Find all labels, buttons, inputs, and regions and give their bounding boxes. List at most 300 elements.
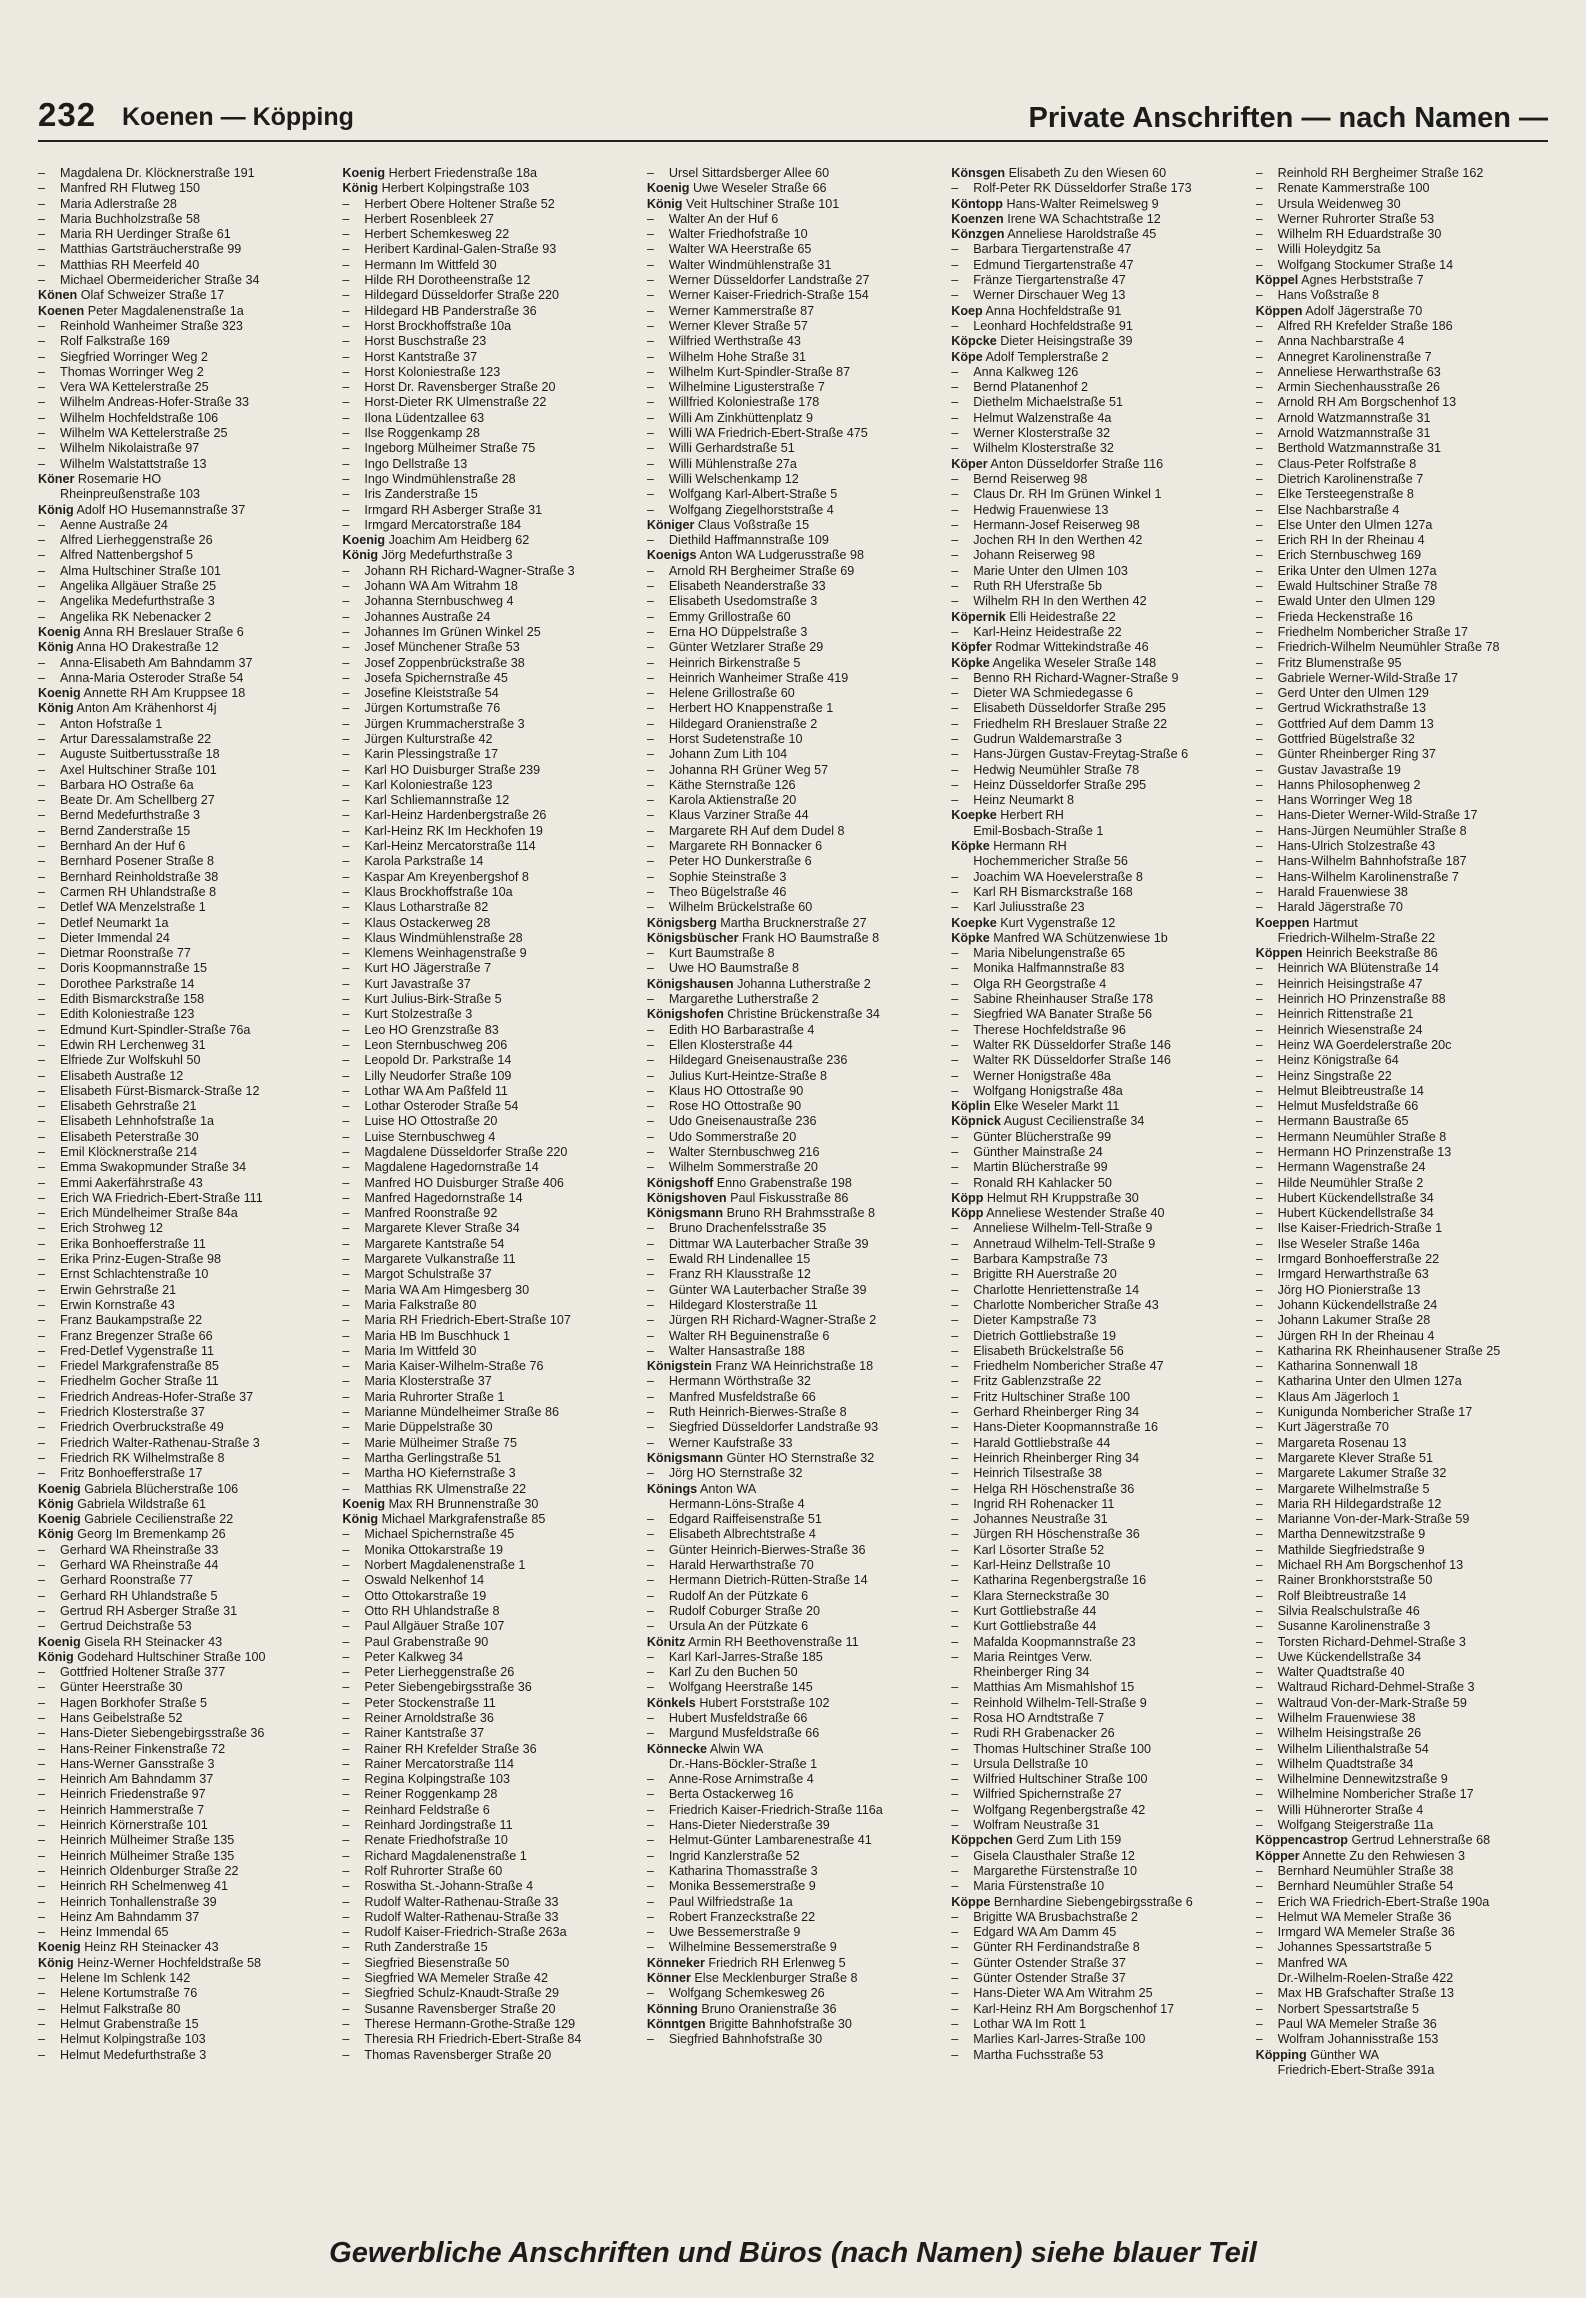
entry-text: Lilly Neudorfer Straße 109: [364, 1068, 512, 1083]
entry-text: Günter RH Ferdinandstraße 8: [973, 1940, 1140, 1955]
directory-entry: [647, 961, 941, 976]
entry-text: Claus Voßstraße 15: [697, 517, 810, 532]
directory-entry: [647, 839, 941, 854]
entry-text: Johann Kückendellstraße 24: [1277, 1297, 1438, 1312]
directory-columns: [38, 166, 1550, 2216]
entry-text: Rainer Bronkhorststraße 50: [1277, 1573, 1433, 1588]
directory-entry: [342, 350, 636, 365]
entry-text: Claus Dr. RH Im Grünen Winkel 1: [973, 487, 1162, 502]
entry-text: Martin Blücherstraße 99: [973, 1160, 1108, 1175]
surname: Koenig: [38, 1481, 81, 1496]
entry-text: Uwe HO Baumstraße 8: [668, 961, 799, 976]
entry-text: Hermann Wagenstraße 24: [1277, 1160, 1426, 1175]
directory-entry: [951, 1910, 1245, 1925]
entry-text: Friedrich Andreas-Hofer-Straße 37: [60, 1389, 254, 1404]
entry-text: Friedrich Walter-Rathenau-Straße 3: [60, 1435, 260, 1450]
directory-entry: [1256, 1986, 1550, 2001]
entry-text: Reinhold Wilhelm-Tell-Straße 9: [973, 1695, 1147, 1710]
directory-entry: [951, 1405, 1245, 1420]
surname: Königer: [646, 517, 695, 532]
directory-entry: [647, 717, 941, 732]
directory-entry: [951, 1176, 1245, 1191]
entry-text: Franz WA Heinrichstraße 18: [715, 1359, 874, 1374]
entry-text: Heinrich Hammerstraße 7: [60, 1802, 205, 1817]
entry-text: Helga RH Höschenstraße 36: [973, 1481, 1135, 1496]
directory-entry: [647, 503, 941, 518]
surname: Könntgen: [646, 2016, 706, 2031]
directory-entry: [1256, 1711, 1550, 1726]
entry-text: Erika Prinz-Eugen-Straße 98: [60, 1252, 221, 1267]
surname: Königstein: [646, 1359, 712, 1374]
entry-text: Heinrich Rittenstraße 21: [1277, 1007, 1414, 1022]
entry-text: Katharina RK Rheinhausener Straße 25: [1277, 1343, 1501, 1358]
entry-text: Erika Bonhoefferstraße 11: [60, 1236, 206, 1251]
directory-entry: [342, 1482, 636, 1497]
directory-entry: [951, 1543, 1245, 1558]
directory-entry: [647, 1589, 941, 1604]
directory-entry: [342, 1665, 636, 1680]
directory-entry: [951, 870, 1245, 885]
entry-text: Wilhelm Andreas-Hofer-Straße 33: [60, 395, 249, 410]
surname-entry: [38, 304, 332, 319]
entry-text: Maria Falkstraße 80: [364, 1297, 477, 1312]
entry-text: Helmut RH Kruppstraße 30: [986, 1190, 1139, 1205]
directory-entry: [342, 1879, 636, 1894]
surname-entry: [38, 1482, 332, 1497]
surname: König: [38, 701, 74, 716]
directory-entry: [342, 1283, 636, 1298]
entry-text: Wilhelm Brückelstraße 60: [668, 900, 813, 915]
directory-entry: [951, 1879, 1245, 1894]
entry-continuation: [951, 854, 1245, 869]
directory-entry: [342, 472, 636, 487]
directory-entry: [342, 1099, 636, 1114]
entry-text: Willi Hühnerorter Straße 4: [1277, 1802, 1424, 1817]
directory-entry: [951, 2032, 1245, 2047]
entry-text: Manfred Roonstraße 92: [364, 1206, 498, 1221]
entry-text: Siegfried Bahnhofstraße 30: [668, 2032, 823, 2047]
entry-text: Maria Adlerstraße 28: [60, 196, 177, 211]
entry-text: Jörg Medefurthstraße 3: [381, 548, 513, 563]
surname-entry: [38, 1635, 332, 1650]
surname: Köpping: [1255, 2047, 1307, 2062]
directory-entry: [38, 824, 332, 839]
entry-text: Karl Lösorter Straße 52: [973, 1542, 1105, 1557]
entry-continuation: [38, 487, 332, 502]
directory-entry: [647, 1038, 941, 1053]
entry-text: Uwe Kückendellstraße 34: [1277, 1649, 1422, 1664]
entry-text: Johanna Lutherstraße 2: [737, 976, 871, 991]
directory-entry: [342, 732, 636, 747]
entry-text: Irene WA Schachtstraße 12: [1007, 211, 1161, 226]
entry-text: Luise HO Ottostraße 20: [364, 1114, 498, 1129]
directory-entry: [38, 870, 332, 885]
entry-text: Gabriela Wildstraße 61: [77, 1496, 206, 1511]
entry-text: Anton Am Krähenhorst 4j: [76, 701, 217, 716]
directory-entry: [951, 747, 1245, 762]
directory-entry: [342, 1466, 636, 1481]
surname: König: [38, 1496, 74, 1511]
directory-entry: [647, 808, 941, 823]
surname-entry: [951, 197, 1245, 212]
directory-entry: [951, 548, 1245, 563]
entry-text: Franz RH Klausstraße 12: [668, 1267, 811, 1282]
directory-entry: [342, 426, 636, 441]
entry-text: Detlef WA Menzelstraße 1: [60, 900, 206, 915]
directory-entry: [38, 2017, 332, 2032]
entry-text: Elisabeth Zu den Wiesen 60: [1008, 166, 1167, 180]
entry-text: Margarete Vulkanstraße 11: [364, 1252, 516, 1267]
surname-entry: [38, 1940, 332, 1955]
directory-entry: [951, 2002, 1245, 2017]
surname-entry: [951, 1114, 1245, 1129]
directory-entry: [38, 1589, 332, 1604]
entry-text: Rainer RH Krefelder Straße 36: [364, 1741, 537, 1756]
entry-text: Dietrich Gottliebstraße 19: [973, 1328, 1117, 1343]
entry-text: Dieter Kampstraße 73: [973, 1313, 1097, 1328]
surname-entry: [951, 808, 1245, 823]
surname: Koenen: [38, 303, 85, 318]
directory-entry: [1256, 1359, 1550, 1374]
entry-text: Gottfried Holtener Straße 377: [60, 1665, 226, 1680]
entry-text: Ingrid RH Rohenacker 11: [973, 1496, 1115, 1511]
entry-text: Elke Weseler Markt 11: [993, 1099, 1120, 1114]
directory-entry: [647, 1237, 941, 1252]
directory-entry: [1256, 1497, 1550, 1512]
directory-entry: [342, 1007, 636, 1022]
entry-text: Paul Wilfriedstraße 1a: [668, 1894, 793, 1909]
directory-entry: [1256, 854, 1550, 869]
entry-text: Rose HO Ottostraße 90: [668, 1099, 802, 1114]
entry-text: Heinrich Mülheimer Straße 135: [60, 1848, 235, 1863]
directory-entry: [951, 1053, 1245, 1068]
directory-entry: [951, 625, 1245, 640]
entry-text: Elisabeth Gehrstraße 21: [60, 1099, 197, 1114]
directory-entry: [1256, 824, 1550, 839]
surname: Königshausen: [646, 976, 734, 991]
entry-text: Karl HO Duisburger Straße 239: [364, 762, 541, 777]
entry-text: Wolfgang Ziegelhorststraße 4: [668, 502, 834, 517]
entry-text: Karl-Heinz Dellstraße 10: [973, 1558, 1111, 1573]
entry-text: Willi Welschenkamp 12: [668, 471, 799, 486]
entry-text: Günter HO Sternstraße 32: [726, 1450, 875, 1465]
entry-text: Torsten Richard-Dehmel-Straße 3: [1277, 1634, 1466, 1649]
entry-text: Horst-Dieter RK Ulmenstraße 22: [364, 395, 547, 410]
entry-text: Kaspar Am Kreyenbergshof 8: [364, 869, 529, 884]
entry-text: Richard Magdalenenstraße 1: [364, 1848, 527, 1863]
entry-text: Heinrich Oldenburger Straße 22: [60, 1863, 239, 1878]
entry-text: Willi Gerhardstraße 51: [668, 441, 795, 456]
directory-entry: [342, 1084, 636, 1099]
directory-entry: [342, 1925, 636, 1940]
directory-entry: [342, 441, 636, 456]
surname: Könnecke: [646, 1741, 708, 1756]
surname: Koenig: [38, 1512, 81, 1527]
directory-entry: [38, 533, 332, 548]
directory-entry: [647, 1849, 941, 1864]
directory-entry: [38, 411, 332, 426]
entry-text: Bruno Oranienstraße 36: [701, 2001, 837, 2016]
entry-text: Heinrich Am Bahndamm 37: [60, 1772, 214, 1787]
directory-entry: [647, 1665, 941, 1680]
directory-entry: [647, 885, 941, 900]
entry-text: Martha Fuchsstraße 53: [973, 2047, 1104, 2062]
directory-entry: [342, 319, 636, 334]
directory-entry: [647, 1053, 941, 1068]
directory-entry: [647, 732, 941, 747]
directory-entry: [342, 778, 636, 793]
entry-text: Karl Koloniestraße 123: [364, 777, 493, 792]
directory-entry: [1256, 1573, 1550, 1588]
entry-text: Hans-Werner Gansstraße 3: [60, 1756, 215, 1771]
entry-text: Brigitte WA Brusbachstraße 2: [973, 1909, 1138, 1924]
directory-entry: [38, 1313, 332, 1328]
directory-entry: [1256, 1956, 1550, 1971]
directory-entry: [951, 1742, 1245, 1757]
directory-entry: [1256, 900, 1550, 915]
surname: Köppel: [1255, 273, 1299, 288]
directory-entry: [38, 548, 332, 563]
surname: Köpe: [951, 349, 983, 364]
directory-entry: [1256, 1864, 1550, 1879]
entry-text: Norbert Spessartstraße 5: [1277, 2001, 1420, 2016]
entry-text: Hermann RH: [993, 839, 1067, 854]
entry-text: Else Mecklenburger Straße 8: [694, 1971, 858, 1986]
entry-text: Helmut Bleibtreustraße 14: [1277, 1083, 1424, 1098]
entry-text: Manfred RH Flutweg 150: [60, 181, 200, 196]
surname: Köpp: [951, 1190, 984, 1205]
entry-text: Doris Koopmannstraße 15: [60, 961, 207, 976]
entry-text: Heinz RH Steinacker 43: [84, 1940, 219, 1955]
entry-text: Ewald Hultschiner Straße 78: [1277, 579, 1438, 594]
entry-text: Werner Klever Straße 57: [668, 318, 808, 333]
directory-entry: [38, 594, 332, 609]
entry-text: Arnold Watzmannstraße 31: [1277, 426, 1431, 441]
directory-entry: [1256, 1803, 1550, 1818]
surname: Köppen: [1255, 946, 1303, 961]
surname: Könning: [646, 2001, 698, 2016]
entry-text: Werner Klosterstraße 32: [973, 426, 1111, 441]
entry-text: Ursula An der Pützkate 6: [668, 1619, 809, 1634]
directory-entry: [342, 1680, 636, 1695]
directory-entry: [38, 1772, 332, 1787]
directory-entry: [38, 1267, 332, 1282]
entry-text: Heinz Neumarkt 8: [973, 793, 1075, 808]
entry-text: Luise Sternbuschweg 4: [364, 1129, 496, 1144]
entry-text: Helene Im Schlenk 142: [60, 1971, 191, 1986]
entry-text: Friedrich Kaiser-Friedrich-Straße 116a: [668, 1802, 883, 1817]
directory-entry: [951, 594, 1245, 609]
entry-text: Godehard Hultschiner Straße 100: [77, 1649, 266, 1664]
directory-entry: [342, 1558, 636, 1573]
entry-text: Alfred Lierheggenstraße 26: [60, 533, 213, 548]
entry-text: Matthias RH Meerfeld 40: [60, 257, 200, 272]
directory-entry: [1256, 181, 1550, 196]
surname-entry: [647, 197, 941, 212]
entry-text: Matthias Gartsträucherstraße 99: [60, 242, 242, 257]
directory-entry: [647, 1558, 941, 1573]
directory-entry: [647, 1573, 941, 1588]
entry-text: Ingo Windmühlenstraße 28: [364, 471, 516, 486]
entry-text: Marianne Von-der-Mark-Straße 59: [1277, 1512, 1470, 1527]
directory-entry: [1256, 1069, 1550, 1084]
surname: Königshoven: [646, 1190, 727, 1205]
directory-entry: [342, 1895, 636, 1910]
surname: Könneker: [646, 1955, 705, 1970]
directory-entry: [38, 1864, 332, 1879]
entry-text: Klaus Am Jägerloch 1: [1277, 1389, 1400, 1404]
entry-text: Anneliese Westender Straße 40: [986, 1206, 1165, 1221]
entry-text: Emmy Grillostraße 60: [668, 609, 791, 624]
entry-text: Walter RH Beguinenstraße 6: [668, 1328, 830, 1343]
entry-text: Manfred WA: [1277, 1955, 1348, 1970]
entry-text: Hans-Dieter WA Am Witrahm 25: [973, 1986, 1153, 2001]
surname: Köner: [38, 471, 75, 486]
entry-text: Roswitha St.-Johann-Straße 4: [364, 1879, 534, 1894]
entry-text: Artur Daressalamstraße 22: [60, 731, 212, 746]
entry-text: Hubert Kückendellstraße 34: [1277, 1206, 1434, 1221]
directory-entry: [951, 564, 1245, 579]
directory-entry: [342, 411, 636, 426]
directory-entry: [1256, 548, 1550, 563]
surname: Königshofen: [646, 1007, 724, 1022]
directory-entry: [1256, 1237, 1550, 1252]
directory-entry: [951, 1925, 1245, 1940]
entry-text: Anton Hofstraße 1: [60, 716, 163, 731]
entry-text: Michael RH Am Borgschenhof 13: [1277, 1558, 1464, 1573]
entry-text: Annegret Karolinenstraße 7: [1277, 349, 1432, 364]
directory-entry: [1256, 1252, 1550, 1267]
directory-entry: [342, 1267, 636, 1282]
directory-entry: [1256, 1390, 1550, 1405]
entry-text: Hermann-Josef Reiserweg 98: [973, 517, 1140, 532]
entry-text: Harald Jägerstraße 70: [1277, 900, 1403, 915]
directory-entry: [38, 763, 332, 778]
directory-entry: [38, 1160, 332, 1175]
entry-text: Manfred Musfeldstraße 66: [668, 1389, 816, 1404]
surname-entry: [951, 227, 1245, 242]
entry-text: Max RH Brunnenstraße 30: [388, 1496, 539, 1511]
entry-text: Waltraud Richard-Dehmel-Straße 3: [1277, 1680, 1475, 1695]
entry-text: Heinz-Werner Hochfeldstraße 58: [77, 1955, 262, 1970]
surname: Könkels: [646, 1695, 696, 1710]
surname-entry: [38, 1497, 332, 1512]
directory-entry: [647, 1787, 941, 1802]
directory-entry: [951, 1635, 1245, 1650]
entry-text: Karl-Heinz Hardenbergstraße 26: [364, 808, 547, 823]
directory-entry: [38, 1298, 332, 1313]
entry-text: Friedrich RK Wilhelmstraße 8: [60, 1450, 225, 1465]
directory-entry: [647, 1298, 941, 1313]
entry-text: Erich WA Friedrich-Ebert-Straße 190a: [1277, 1894, 1490, 1909]
directory-entry: [1256, 778, 1550, 793]
entry-text: Wilhelm Heisingstraße 26: [1277, 1726, 1422, 1741]
entry-text: Johann Lakumer Straße 28: [1277, 1313, 1431, 1328]
entry-text: Ewald RH Lindenallee 15: [668, 1252, 811, 1267]
entry-text: Hans-Ulrich Stolzestraße 43: [1277, 839, 1436, 854]
surname: Koenig: [342, 166, 386, 180]
entry-text: Jürgen Kulturstraße 42: [364, 731, 493, 746]
directory-entry: [1256, 441, 1550, 456]
surname-entry: [1256, 1833, 1550, 1848]
directory-entry: [342, 197, 636, 212]
entry-text: Margarete Klever Straße 34: [364, 1221, 520, 1236]
entry-text: Edwin RH Lerchenweg 31: [60, 1037, 206, 1052]
entry-text: Rosemarie HO: [77, 471, 162, 486]
entry-text: Friedrich Overbruckstraße 49: [60, 1420, 224, 1435]
name-range: Koenen — Köpping: [122, 103, 354, 131]
directory-entry: [342, 380, 636, 395]
entry-text: Heinrich Tonhallenstraße 39: [60, 1894, 217, 1909]
surname-entry: [38, 686, 332, 701]
entry-text: Horst Buschstraße 23: [364, 334, 487, 349]
entry-text: Margarete Kantstraße 54: [364, 1236, 505, 1251]
entry-text: Annetraud Wilhelm-Tell-Straße 9: [973, 1236, 1156, 1251]
directory-entry: [1256, 1374, 1550, 1389]
surname-entry: [647, 916, 941, 931]
entry-text: Maria RH Hildegardstraße 12: [1277, 1496, 1442, 1511]
directory-entry: [951, 1038, 1245, 1053]
entry-text: Elisabeth Usedomstraße 3: [668, 594, 818, 609]
entry-text: Agnes Herbststraße 7: [1301, 273, 1424, 288]
entry-text: Ingeborg Mülheimer Straße 75: [364, 441, 536, 456]
directory-entry: [647, 1711, 941, 1726]
surname: Königsberg: [646, 915, 717, 930]
entry-text: Irmgard Bonhoefferstraße 22: [1277, 1252, 1440, 1267]
directory-entry: [38, 793, 332, 808]
directory-entry: [342, 1696, 636, 1711]
directory-entry: [342, 1130, 636, 1145]
entry-text: Thomas Hultschiner Straße 100: [973, 1741, 1152, 1756]
entry-text: Karl-Heinz Heidestraße 22: [973, 624, 1122, 639]
entry-text: Ingrid Kanzlerstraße 52: [668, 1848, 800, 1863]
entry-text: Wilhelmine Ligusterstraße 7: [668, 380, 825, 395]
entry-text: Lothar WA Am Paßfeld 11: [364, 1083, 508, 1098]
entry-text: Karin Plessingstraße 17: [364, 747, 499, 762]
entry-text: Edith HO Barbarastraße 4: [668, 1022, 815, 1037]
entry-text: August Cecilienstraße 34: [1003, 1114, 1145, 1129]
entry-text: Angelika Medefurthstraße 3: [60, 594, 215, 609]
directory-entry: [647, 1283, 941, 1298]
entry-text: Siegfried Schulz-Knaudt-Straße 29: [364, 1986, 560, 2001]
entry-text: Elisabeth Lehnhofstraße 1a: [60, 1114, 215, 1129]
entry-text: Renate Kammerstraße 100: [1277, 181, 1430, 196]
directory-entry: [342, 1787, 636, 1802]
directory-entry: [647, 854, 941, 869]
entry-text: Ursula Weidenweg 30: [1277, 196, 1401, 211]
entry-text: Ursula Dellstraße 10: [973, 1756, 1089, 1771]
entry-text: Walter Sternbuschweg 216: [668, 1145, 820, 1159]
entry-text: Arnold RH Am Borgschenhof 13: [1277, 395, 1457, 410]
entry-text: Wolfgang Honigstraße 48a: [973, 1083, 1123, 1098]
directory-entry: [951, 518, 1245, 533]
entry-text: Werner Kammerstraße 87: [668, 303, 815, 318]
directory-entry: [1256, 1420, 1550, 1435]
entry-text: Erna HO Düppelstraße 3: [668, 624, 808, 639]
directory-entry: [647, 625, 941, 640]
surname-entry: [1256, 916, 1550, 931]
directory-entry: [1256, 212, 1550, 227]
entry-text: Elisabeth Albrechtstraße 4: [668, 1527, 816, 1542]
surname-entry: [647, 1696, 941, 1711]
directory-entry: [38, 1359, 332, 1374]
entry-text: Kurt Jägerstraße 70: [1277, 1420, 1389, 1435]
entry-text: Berthold Watzmannstraße 31: [1277, 441, 1441, 456]
directory-entry: [1256, 1910, 1550, 1925]
entry-text: Günter Heinrich-Bierwes-Straße 36: [668, 1542, 866, 1557]
entry-text: Anneliese Haroldstraße 45: [1007, 227, 1157, 242]
entry-text: Gertrud RH Asberger Straße 31: [60, 1603, 238, 1618]
